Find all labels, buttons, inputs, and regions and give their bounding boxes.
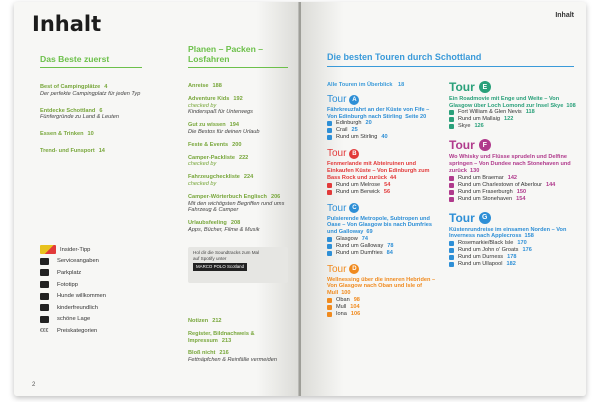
legend-label: Serviceangaben <box>57 258 99 265</box>
stop-name: Rund um Durness <box>458 253 504 260</box>
stop-page: 104 <box>350 303 360 310</box>
right-page <box>301 2 586 396</box>
stop-page: 56 <box>383 188 391 195</box>
stop-marker-icon <box>449 110 454 115</box>
stop-marker-icon <box>449 241 454 246</box>
tours-section-title: Die besten Touren durch Schottland <box>327 52 574 67</box>
tour-heading <box>449 211 577 225</box>
tour-description-text: Ein Roadmovie mit Enge und Weite – Von Glasgow über Loch Lomond zur Insel Skye <box>449 96 564 109</box>
toc-entry-page: 200 <box>232 141 242 148</box>
tour-block[interactable] <box>327 94 437 141</box>
legend-label: kinderfreundlich <box>57 304 98 311</box>
symbol-legend <box>40 244 150 337</box>
stop-marker-icon <box>449 190 454 195</box>
stop-page: 176 <box>522 246 532 253</box>
tours-column-right <box>449 80 577 276</box>
stop-page: 84 <box>386 249 393 256</box>
stop-name: Rund um Stirling <box>336 134 378 141</box>
tour-description-text: Wo Whisky und Flüsse sprudeln und Delfine springen – Von Dundee nach Stonehaven und zurück <box>449 154 571 174</box>
toc-entry[interactable] <box>188 194 288 214</box>
tour-word: Tour <box>327 202 347 214</box>
toc-entry[interactable] <box>188 174 288 188</box>
tour-stop[interactable] <box>327 243 437 250</box>
toc-entry-page: 194 <box>229 122 239 129</box>
toc-entry-title: Camper-Packliste <box>188 154 235 161</box>
toc-entry[interactable] <box>188 155 288 169</box>
tour-word: Tour <box>327 148 347 160</box>
toc-entry-title: Bloß nicht <box>188 350 216 357</box>
tour-stop[interactable] <box>327 250 437 257</box>
tour-description <box>327 161 437 181</box>
tour-word: Tour <box>327 263 347 275</box>
stop-name: Crail <box>336 127 348 134</box>
toc-entry-title: Trend- und Funsport <box>40 147 95 154</box>
tour-letter-badge: G <box>479 212 491 224</box>
stop-marker-icon <box>449 262 454 267</box>
stop-marker-icon <box>327 190 332 195</box>
toc-entry-title: Fahrzeugcheckliste <box>188 174 240 181</box>
toc-entry-description: Fünfergründe zu Land & Leuten <box>40 114 119 121</box>
tour-description <box>449 96 577 109</box>
tour-stop[interactable] <box>449 189 577 196</box>
toc-entry-description: Apps, Bücher, Filme & Musik <box>188 226 260 233</box>
tour-stop[interactable] <box>449 254 577 261</box>
stop-marker-icon <box>327 251 332 256</box>
tour-block[interactable] <box>449 80 577 130</box>
toc-entry[interactable] <box>40 108 142 122</box>
toc-entry-page: 213 <box>221 337 232 344</box>
stop-name: Rund um Galloway <box>336 242 384 249</box>
overview-page: 18 <box>398 82 405 88</box>
stop-page: 178 <box>507 253 517 260</box>
tour-block[interactable] <box>449 138 577 202</box>
tour-description <box>449 154 577 174</box>
stop-name: Rund um John o' Groats <box>458 246 519 253</box>
stop-name: Rund um Mallaig <box>458 116 500 123</box>
legend-label: Insider-Tipp <box>60 246 91 253</box>
toc-entry-title: Anreise <box>188 83 209 89</box>
toc-entry-title: Notizen <box>188 318 209 324</box>
toc-entry[interactable] <box>40 84 142 98</box>
toc-entry[interactable] <box>188 122 288 136</box>
promo-tag: MARCO POLO Scotland <box>193 263 247 271</box>
stop-name: Fort William & Glen Nevis <box>458 109 522 116</box>
legend-item <box>40 302 150 314</box>
stop-page: 122 <box>503 116 514 123</box>
toc-entry[interactable] <box>188 96 288 116</box>
stop-name: Rund um Berwick <box>336 188 380 195</box>
toc-entry-page: 224 <box>243 174 254 181</box>
toc-column-planning <box>188 44 288 240</box>
tour-heading <box>449 80 577 94</box>
tour-stop[interactable] <box>327 127 437 134</box>
stop-page: 106 <box>350 310 361 317</box>
tour-stop[interactable] <box>327 236 437 243</box>
tour-stop[interactable] <box>327 189 437 196</box>
tour-description-text: Küstenrundreise im einsamen Norden – Von Inverness nach Applecross <box>449 226 567 240</box>
tour-word: Tour <box>449 80 475 94</box>
stop-page: 154 <box>516 195 526 202</box>
stop-marker-icon <box>449 117 454 122</box>
tour-letter-badge: E <box>479 81 491 93</box>
legend-label: schöne Lage <box>57 316 91 323</box>
stop-marker-icon <box>327 135 332 140</box>
tour-description-text: Fenmerlande mit Abteiruinen und Einkaufen Küste – Von Edinburgh zum Bass Rock und zurück <box>327 161 430 181</box>
tour-block[interactable] <box>327 264 437 318</box>
legend-item <box>40 279 150 291</box>
stop-name: Edinburgh <box>336 120 362 127</box>
tour-page: 108 <box>566 102 576 109</box>
toc-entry-page: 192 <box>233 95 243 102</box>
toc-entry[interactable] <box>188 331 288 345</box>
stop-marker-icon <box>449 124 454 129</box>
tour-description <box>449 227 577 240</box>
stop-marker-icon <box>449 248 454 253</box>
stop-marker-icon <box>449 197 454 202</box>
toc-entry-title: Adventure Kids <box>188 95 230 102</box>
toc-entry-page: 206 <box>270 193 281 200</box>
toc-entry-description: Der perfekte Campingplatz für jeden Typ <box>40 90 141 97</box>
legend-label: Fototipp <box>57 281 78 288</box>
toc-entry-title: Camper-Wörterbuch Englisch <box>188 193 267 200</box>
section-heading-planning-2: Losfahren <box>188 54 288 68</box>
toc-entry-title: Gut zu wissen <box>188 122 226 129</box>
stop-marker-icon <box>449 176 454 181</box>
stop-marker-icon <box>327 298 332 303</box>
page-number: 2 <box>32 382 36 388</box>
section-heading-planning-1: Planen – Packen – <box>188 44 263 54</box>
stop-name: Glasgow <box>336 235 358 242</box>
toc-entry-title: Register, Bildnachweis & Impressum <box>188 330 255 344</box>
stop-name: Rund um Stonehaven <box>458 195 513 202</box>
stop-page: 25 <box>351 127 358 134</box>
toc-entry[interactable] <box>40 131 142 138</box>
legend-item <box>40 290 150 302</box>
stop-page: 126 <box>474 123 484 130</box>
toc-entry-description: Mit den wichtigsten Begriffen rund ums Fahrzeug & Camper <box>188 200 285 214</box>
tour-stop[interactable] <box>327 297 437 304</box>
stop-name: Iona <box>336 310 347 317</box>
tour-description-text: Pulsierende Metropole, Subtropen und Oase – Von Glasgow bis nach Dumfries und Galloway <box>327 215 432 235</box>
overview-entry <box>327 82 437 88</box>
tour-word: Tour <box>449 210 475 225</box>
stop-marker-icon <box>449 183 454 188</box>
stop-marker-icon <box>327 121 332 126</box>
scenic-icon <box>40 316 49 323</box>
toc-entry-page: 222 <box>238 154 249 161</box>
tour-description-text: Fährkreuzfahrt an der Küste von Fife – Von Edinburgh nach Stirling <box>327 107 430 120</box>
toc-entry[interactable] <box>188 350 288 364</box>
legend-item <box>40 314 150 326</box>
legend-label: Hunde willkommen <box>57 293 106 300</box>
stop-page: 54 <box>384 181 391 188</box>
tour-stop[interactable] <box>327 311 437 318</box>
stop-page: 20 <box>365 120 372 127</box>
tour-heading <box>449 138 577 152</box>
tour-letter-badge: B <box>349 149 359 159</box>
tour-description <box>327 216 437 236</box>
stop-marker-icon <box>327 244 332 249</box>
section-heading-best: Das Beste zuerst <box>40 54 142 68</box>
toc-entry-page: 208 <box>230 220 241 227</box>
promo-line-1: Hol dir die Soundtracks zum Mal <box>193 250 260 255</box>
legend-label: Parkplatz <box>57 269 82 276</box>
stop-name: Skye <box>458 123 471 130</box>
toc-entry[interactable] <box>40 148 142 155</box>
toc-column-planning-bottom <box>188 318 288 370</box>
tours-column-left <box>327 94 437 325</box>
toc-entry-checked-by: checked by <box>188 180 217 187</box>
stop-page: 182 <box>506 260 516 267</box>
toc-entry[interactable] <box>188 83 288 90</box>
tour-description <box>327 277 437 297</box>
child-icon <box>40 304 49 311</box>
toc-column-best <box>40 54 142 165</box>
tour-stop[interactable] <box>449 240 577 247</box>
toc-entry-description: Die Bestos für deinen Urlaub <box>188 128 260 135</box>
stop-marker-icon <box>327 183 332 188</box>
tour-description <box>327 107 437 120</box>
toc-entry-description: Kinderspaß für Unterwegs <box>188 109 253 116</box>
toc-entry-title: Feste & Events <box>188 141 229 148</box>
tour-stop[interactable] <box>449 116 577 123</box>
tour-stop[interactable] <box>327 134 437 141</box>
camera-icon <box>40 281 49 288</box>
stop-marker-icon <box>327 237 332 242</box>
tour-letter-badge: F <box>479 139 491 151</box>
stop-name: Rosemarkie/Black Isle <box>458 239 514 246</box>
stop-name: Oban <box>336 296 350 303</box>
toc-entry-page: 212 <box>212 318 222 324</box>
tour-page: 130 <box>470 167 480 174</box>
stop-name: Rund um Dumfries <box>336 249 383 256</box>
toc-entry-page: 4 <box>104 84 108 90</box>
tour-heading <box>327 148 437 159</box>
legend-item <box>40 325 150 337</box>
toc-entry[interactable] <box>188 318 288 325</box>
toc-entry-description: Fettnäpfchen & Reinfälle vermeiden <box>188 357 277 364</box>
legend-item <box>40 267 150 279</box>
toc-entry-title: Urlaubsfeeling <box>188 220 227 227</box>
stop-page: 40 <box>381 134 388 141</box>
legend-item <box>40 256 150 268</box>
stop-marker-icon <box>327 128 332 133</box>
spotify-promo-box <box>188 247 288 283</box>
toc-entry-page: 188 <box>212 83 222 89</box>
stop-page: 142 <box>507 174 518 181</box>
tour-letter-badge: D <box>349 264 359 274</box>
stop-page: 150 <box>516 188 527 195</box>
toc-entry-checked-by: checked by <box>188 161 217 168</box>
stop-page: 74 <box>361 235 368 242</box>
tour-stop[interactable] <box>449 196 577 203</box>
legend-item <box>40 244 150 256</box>
running-header: Inhalt <box>555 12 574 19</box>
tour-description-text: Wellnessing über die inneren Hebriden – Von Glasgow nach Oban und Isle of Mull <box>327 276 436 297</box>
overview-label: Alle Touren im Überblick <box>327 82 393 88</box>
tour-letter-badge: A <box>349 95 359 105</box>
toc-entry-title: Entdecke Schottland <box>40 107 96 114</box>
tour-stop[interactable] <box>449 175 577 182</box>
toc-entry-page: 10 <box>87 131 94 138</box>
stop-page: 78 <box>387 242 394 249</box>
stop-page: 144 <box>545 181 556 188</box>
stop-name: Rund um Fraserburgh <box>458 188 513 195</box>
parking-icon <box>40 269 49 276</box>
stop-marker-icon <box>327 305 332 310</box>
tour-stop[interactable] <box>449 182 577 189</box>
tour-word: Tour <box>449 138 475 153</box>
toc-entry-page: 14 <box>98 147 105 154</box>
tour-block[interactable] <box>327 203 437 257</box>
tour-block[interactable] <box>449 211 577 268</box>
stop-page: 118 <box>525 109 535 116</box>
toc-entry-page: 6 <box>99 107 103 114</box>
tour-heading <box>327 203 437 214</box>
tour-stop[interactable] <box>327 304 437 311</box>
tour-heading <box>327 264 437 275</box>
toc-entry[interactable] <box>188 142 288 149</box>
legend-label: Preiskategorien <box>57 327 98 334</box>
tour-stop[interactable] <box>449 247 577 254</box>
tour-stop[interactable] <box>327 182 437 189</box>
tour-stop[interactable] <box>327 120 437 127</box>
stop-page: 170 <box>517 239 527 246</box>
toc-entry-checked-by: checked by <box>188 102 217 109</box>
stop-name: Rund um Ullapool <box>458 260 503 267</box>
promo-line-2: auf Spotify unter <box>193 255 227 261</box>
tour-block[interactable] <box>327 148 437 195</box>
stop-page: 98 <box>353 296 360 303</box>
stop-name: Mull <box>336 303 347 310</box>
tour-page: 100 <box>341 290 351 297</box>
tour-word: Tour <box>327 94 347 105</box>
page-title: Inhalt <box>32 12 102 36</box>
tour-page: 69 <box>366 228 373 235</box>
stop-name: Rund um Braemar <box>458 174 504 181</box>
tour-stop[interactable] <box>449 123 577 130</box>
stop-marker-icon <box>449 255 454 260</box>
price-icon: €€€ <box>40 327 49 334</box>
tour-heading <box>327 94 437 105</box>
tour-letter-badge: C <box>349 203 359 213</box>
stop-name: Rund um Melrose <box>336 181 381 188</box>
toc-entry-title: Best of Campingplätze <box>40 84 101 90</box>
toc-entry[interactable] <box>188 220 288 234</box>
stop-marker-icon <box>327 312 332 317</box>
dog-icon <box>40 293 49 300</box>
open-book <box>14 2 586 396</box>
insider-tip-icon <box>40 245 56 254</box>
toc-entry-page: 216 <box>219 350 229 357</box>
tour-stop[interactable] <box>449 261 577 268</box>
tour-page: 158 <box>524 233 534 240</box>
toc-entry-title: Essen & Trinken <box>40 131 84 138</box>
tour-page: 44 <box>390 174 397 181</box>
tour-stop[interactable] <box>449 109 577 116</box>
tour-page: Seite 20 <box>405 113 427 120</box>
service-icon <box>40 258 49 265</box>
left-page <box>14 2 299 396</box>
stop-name: Rund um Charlestown of Aberlour <box>458 181 542 188</box>
